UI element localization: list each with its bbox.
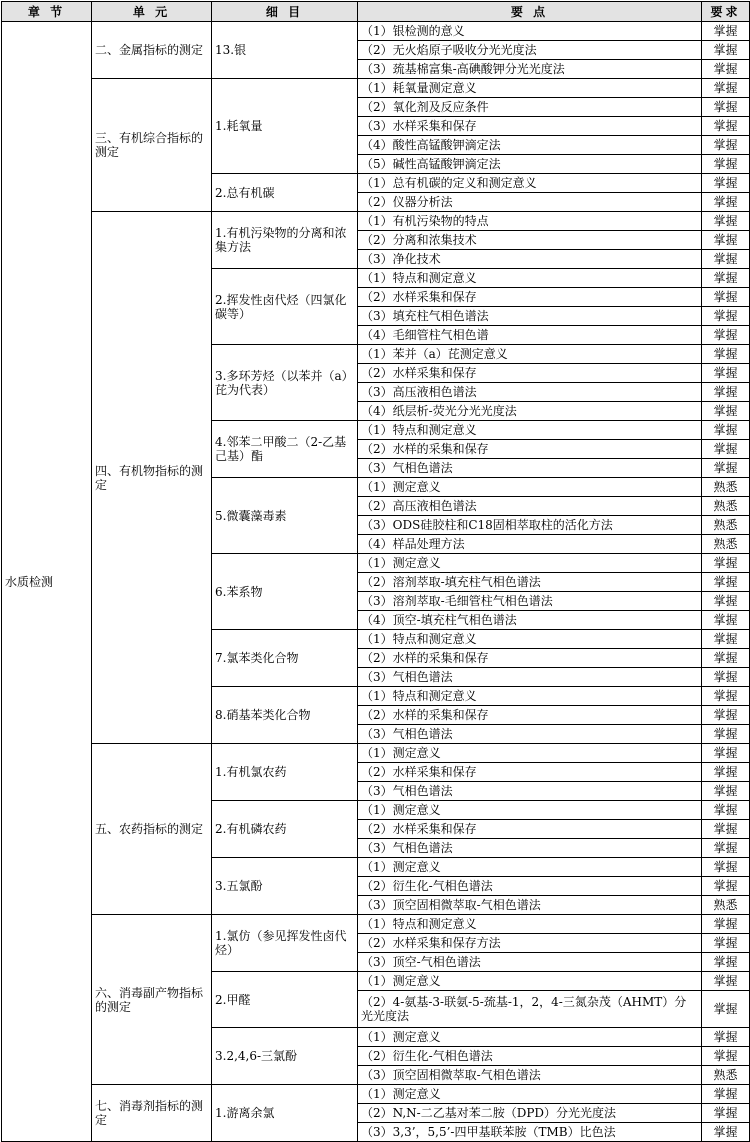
requirement-cell: 熟悉 [702, 478, 750, 497]
item-cell: 6.苯系物 [212, 554, 358, 630]
requirement-cell: 掌握 [702, 801, 750, 820]
requirement-cell: 掌握 [702, 1104, 750, 1123]
point-cell: （3）气相色谱法 [358, 782, 702, 801]
point-cell: （3）气相色谱法 [358, 839, 702, 858]
requirement-cell: 掌握 [702, 212, 750, 231]
requirement-cell: 熟悉 [702, 516, 750, 535]
point-cell: （2）溶剂萃取-填充柱气相色谱法 [358, 573, 702, 592]
requirement-cell: 掌握 [702, 725, 750, 744]
point-cell: （1）苯并（a）芘测定意义 [358, 345, 702, 364]
requirement-cell: 掌握 [702, 782, 750, 801]
point-cell: （5）碱性高锰酸钾滴定法 [358, 155, 702, 174]
point-cell: （1）测定意义 [358, 478, 702, 497]
point-cell: （1）测定意义 [358, 1028, 702, 1047]
unit-cell: 二、金属指标的测定 [92, 22, 212, 79]
item-cell: 2.挥发性卤代烃（四氯化碳等） [212, 269, 358, 345]
point-cell: （2）无火焰原子吸收分光光度法 [358, 41, 702, 60]
item-cell: 2.总有机碳 [212, 174, 358, 212]
requirement-cell: 掌握 [702, 288, 750, 307]
item-cell: 1.耗氧量 [212, 79, 358, 174]
point-cell: （3）气相色谱法 [358, 459, 702, 478]
point-cell: （2）氧化剂及反应条件 [358, 98, 702, 117]
point-cell: （1）耗氧量测定意义 [358, 79, 702, 98]
point-cell: （2）水样采集和保存 [358, 820, 702, 839]
requirement-cell: 掌握 [702, 687, 750, 706]
requirement-cell: 掌握 [702, 307, 750, 326]
point-cell: （2）水样采集和保存 [358, 364, 702, 383]
unit-cell: 五、农药指标的测定 [92, 744, 212, 915]
requirement-cell: 掌握 [702, 41, 750, 60]
point-cell: （4）酸性高锰酸钾滴定法 [358, 136, 702, 155]
requirement-cell: 掌握 [702, 402, 750, 421]
point-cell: （3）顶空固相微萃取-气相色谱法 [358, 896, 702, 915]
requirement-cell: 熟悉 [702, 1066, 750, 1085]
requirement-cell: 掌握 [702, 1085, 750, 1104]
item-cell: 3.2,4,6-三氯酚 [212, 1028, 358, 1085]
requirement-cell: 熟悉 [702, 896, 750, 915]
point-cell: （3）净化技术 [358, 250, 702, 269]
point-cell: （2）水样采集和保存方法 [358, 934, 702, 953]
table-row [2, 79, 750, 98]
requirement-cell: 掌握 [702, 60, 750, 79]
point-cell: （3）3,3’，5,5’-四甲基联苯胺（TMB）比色法 [358, 1123, 702, 1142]
point-cell: （3）气相色谱法 [358, 668, 702, 687]
point-cell: （4）毛细管柱气相色谱 [358, 326, 702, 345]
requirement-cell: 掌握 [702, 364, 750, 383]
point-cell: （1）特点和测定意义 [358, 915, 702, 934]
item-cell: 3.多环芳烃（以苯并（a）芘为代表） [212, 345, 358, 421]
requirement-cell: 掌握 [702, 98, 750, 117]
point-cell: （4）样品处理方法 [358, 535, 702, 554]
requirement-cell: 掌握 [702, 649, 750, 668]
point-cell: （3）顶空固相微萃取-气相色谱法 [358, 1066, 702, 1085]
point-cell: （1）测定意义 [358, 554, 702, 573]
requirement-cell: 掌握 [702, 858, 750, 877]
point-cell: （3）填充柱气相色谱法 [358, 307, 702, 326]
header-chapter: 章 节 [2, 2, 92, 22]
requirement-cell: 掌握 [702, 877, 750, 896]
requirement-cell: 掌握 [702, 668, 750, 687]
item-cell: 4.邻苯二甲酸二（2-乙基己基）酯 [212, 421, 358, 478]
requirement-cell: 掌握 [702, 934, 750, 953]
point-cell: （2）水样的采集和保存 [358, 440, 702, 459]
point-cell: （1）特点和测定意义 [358, 269, 702, 288]
requirement-cell: 掌握 [702, 421, 750, 440]
requirement-cell: 掌握 [702, 117, 750, 136]
requirement-cell: 熟悉 [702, 497, 750, 516]
item-cell: 5.微囊藻毒素 [212, 478, 358, 554]
point-cell: （2）水样采集和保存 [358, 763, 702, 782]
requirement-cell: 掌握 [702, 1028, 750, 1047]
header-row [2, 2, 750, 22]
header-unit: 单 元 [92, 2, 212, 22]
requirement-cell: 掌握 [702, 326, 750, 345]
requirement-cell: 掌握 [702, 763, 750, 782]
table-row [2, 915, 750, 934]
point-cell: （1）测定意义 [358, 1085, 702, 1104]
requirement-cell: 掌握 [702, 79, 750, 98]
header-point: 要 点 [358, 2, 702, 22]
point-cell: （1）总有机碳的定义和测定意义 [358, 174, 702, 193]
unit-cell: 四、有机物指标的测定 [92, 212, 212, 744]
point-cell: （2）N,N-二乙基对苯二胺（DPD）分光光度法 [358, 1104, 702, 1123]
item-cell: 2.有机磷农药 [212, 801, 358, 858]
table-body [2, 22, 750, 1142]
item-cell: 3.五氯酚 [212, 858, 358, 915]
point-cell: （2）4-氨基-3-联氨-5-巯基-1，2，4-三氮杂茂（AHMT）分光光度法 [358, 991, 702, 1028]
requirement-cell: 掌握 [702, 953, 750, 972]
point-cell: （1）特点和测定意义 [358, 421, 702, 440]
point-cell: （1）特点和测定意义 [358, 687, 702, 706]
point-cell: （1）测定意义 [358, 744, 702, 763]
requirement-cell: 掌握 [702, 174, 750, 193]
point-cell: （3）ODS硅胶柱和C18固相萃取柱的活化方法 [358, 516, 702, 535]
chapter-cell: 水质检测 [2, 22, 92, 1142]
requirement-cell: 掌握 [702, 554, 750, 573]
point-cell: （2）水样的采集和保存 [358, 706, 702, 725]
point-cell: （3）高压液相色谱法 [358, 383, 702, 402]
requirement-cell: 掌握 [702, 915, 750, 934]
requirement-cell: 掌握 [702, 1123, 750, 1142]
requirement-cell: 掌握 [702, 839, 750, 858]
requirement-cell: 掌握 [702, 193, 750, 212]
header-requirement: 要求 [702, 2, 750, 22]
point-cell: （3）水样采集和保存 [358, 117, 702, 136]
point-cell: （2）分离和浓集技术 [358, 231, 702, 250]
syllabus-table [1, 1, 750, 1142]
requirement-cell: 掌握 [702, 136, 750, 155]
unit-cell: 七、消毒剂指标的测定 [92, 1085, 212, 1142]
point-cell: （4）纸层析-荧光分光光度法 [358, 402, 702, 421]
requirement-cell: 掌握 [702, 820, 750, 839]
point-cell: （1）测定意义 [358, 801, 702, 820]
item-cell: 8.硝基苯类化合物 [212, 687, 358, 744]
requirement-cell: 掌握 [702, 573, 750, 592]
point-cell: （1）测定意义 [358, 972, 702, 991]
requirement-cell: 掌握 [702, 991, 750, 1028]
header-item: 细 目 [212, 2, 358, 22]
point-cell: （3）顶空-气相色谱法 [358, 953, 702, 972]
requirement-cell: 掌握 [702, 744, 750, 763]
point-cell: （1）银检测的意义 [358, 22, 702, 41]
point-cell: （1）有机污染物的特点 [358, 212, 702, 231]
table-row [2, 1085, 750, 1104]
point-cell: （2）高压液相色谱法 [358, 497, 702, 516]
point-cell: （2）衍生化-气相色谱法 [358, 877, 702, 896]
point-cell: （3）巯基棉富集-高碘酸钾分光光度法 [358, 60, 702, 79]
table-row [2, 212, 750, 231]
requirement-cell: 掌握 [702, 155, 750, 174]
requirement-cell: 掌握 [702, 383, 750, 402]
requirement-cell: 掌握 [702, 250, 750, 269]
point-cell: （2）水样的采集和保存 [358, 649, 702, 668]
item-cell: 13.银 [212, 22, 358, 79]
requirement-cell: 掌握 [702, 611, 750, 630]
point-cell: （1）测定意义 [358, 858, 702, 877]
requirement-cell: 掌握 [702, 972, 750, 991]
point-cell: （2）水样采集和保存 [358, 288, 702, 307]
requirement-cell: 掌握 [702, 22, 750, 41]
point-cell: （2）衍生化-气相色谱法 [358, 1047, 702, 1066]
requirement-cell: 掌握 [702, 706, 750, 725]
requirement-cell: 掌握 [702, 269, 750, 288]
item-cell: 7.氯苯类化合物 [212, 630, 358, 687]
requirement-cell: 掌握 [702, 459, 750, 478]
item-cell: 1.游离余氯 [212, 1085, 358, 1142]
point-cell: （4）顶空-填充柱气相色谱法 [358, 611, 702, 630]
requirement-cell: 掌握 [702, 630, 750, 649]
unit-cell: 六、消毒副产物指标的测定 [92, 915, 212, 1085]
unit-cell: 三、有机综合指标的测定 [92, 79, 212, 212]
requirement-cell: 掌握 [702, 345, 750, 364]
point-cell: （3）气相色谱法 [358, 725, 702, 744]
requirement-cell: 掌握 [702, 231, 750, 250]
point-cell: （3）溶剂萃取-毛细管柱气相色谱法 [358, 592, 702, 611]
requirement-cell: 熟悉 [702, 535, 750, 554]
table-row [2, 744, 750, 763]
requirement-cell: 掌握 [702, 1047, 750, 1066]
point-cell: （1）特点和测定意义 [358, 630, 702, 649]
item-cell: 1.氯仿（参见挥发性卤代烃） [212, 915, 358, 972]
item-cell: 1.有机污染物的分离和浓集方法 [212, 212, 358, 269]
item-cell: 1.有机氯农药 [212, 744, 358, 801]
table-row [2, 22, 750, 41]
requirement-cell: 掌握 [702, 592, 750, 611]
requirement-cell: 掌握 [702, 440, 750, 459]
point-cell: （2）仪器分析法 [358, 193, 702, 212]
item-cell: 2.甲醛 [212, 972, 358, 1028]
